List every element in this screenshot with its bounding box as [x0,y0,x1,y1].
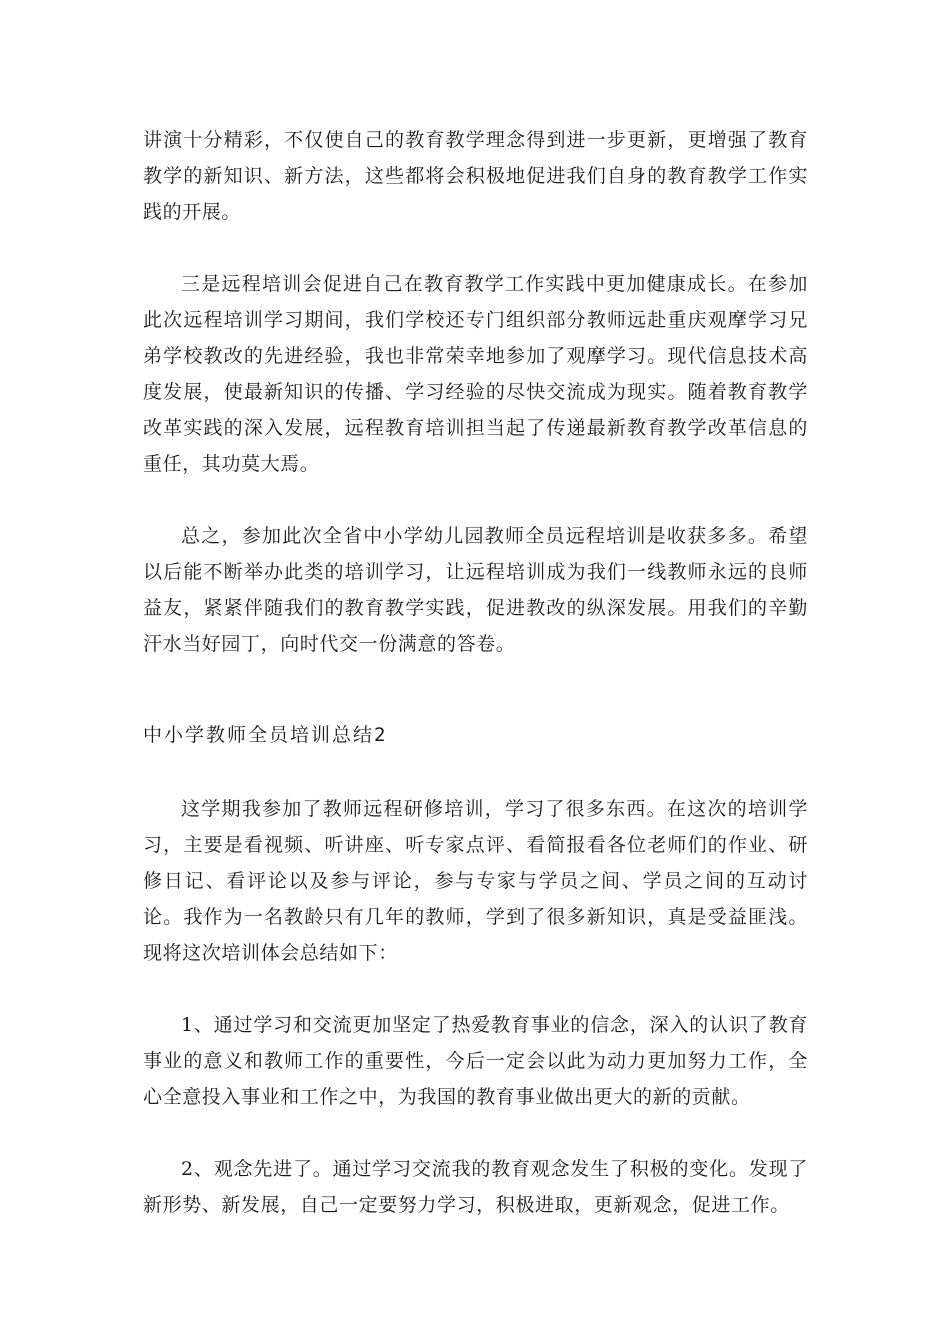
paragraph-conclusion: 总之，参加此次全省中小学幼儿园教师全员远程培训是收获多多。希望以后能不断举办此类的培训学习，让远程培训成为我们一线教师永远的良师益友，紧紧伴随我们的教育教学实践，促进教改的纵深发展。用我们的辛勤汗水当好园丁，向时代交一份满意的答卷。 [143,525,808,655]
paragraph-item-1: 1、通过学习和交流更加坚定了热爱教育事业的信念，深入的认识了教育事业的意义和教师工作的重要性，今后一定会以此为动力更加努力工作，全心全意投入事业和工作之中，为我国的教育事业做出更大的新的贡献。 [143,1014,808,1108]
paragraph-intro: 这学期我参加了教师远程研修培训，学习了很多东西。在这次的培训学习，主要是看视频、听讲座、听专家点评、看简报看各位老师们的作业、研修日记、看评论以及参与评论，参与专家与学员之间、学员之间的互动讨论。我作为一名教龄只有几年的教师，学到了很多新知识，真是受益匪浅。现将这次培训体会总结如下： [143,798,808,964]
section-title: 中小学教师全员培训总结2 [143,724,388,746]
paragraph-point-three: 三是远程培训会促进自己在教育教学工作实践中更加健康成长。在参加此次远程培训学习期间，我们学校还专门组织部分教师远赴重庆观摩学习兄弟学校教改的先进经验，我也非常荣幸地参加了观摩学习。现代信息技术高度发展，使最新知识的传播、学习经验的尽快交流成为现实。随着教育教学改革实践的深入发展，远程教育培训担当起了传递最新教育教学改革信息的重任，其功莫大焉。 [143,273,808,475]
document-body [143,122,808,1259]
paragraph-item-2: 2、观念先进了。通过学习交流我的教育观念发生了积极的变化。发现了新形势、新发展，自己一定要努力学习，积极进取，更新观念，促进工作。 [143,1158,808,1216]
paragraph-continuation: 讲演十分精彩，不仅使自己的教育教学理念得到进一步更新，更增强了教育教学的新知识、新方法，这些都将会积极地促进我们自身的教育教学工作实践的开展。 [143,129,808,223]
